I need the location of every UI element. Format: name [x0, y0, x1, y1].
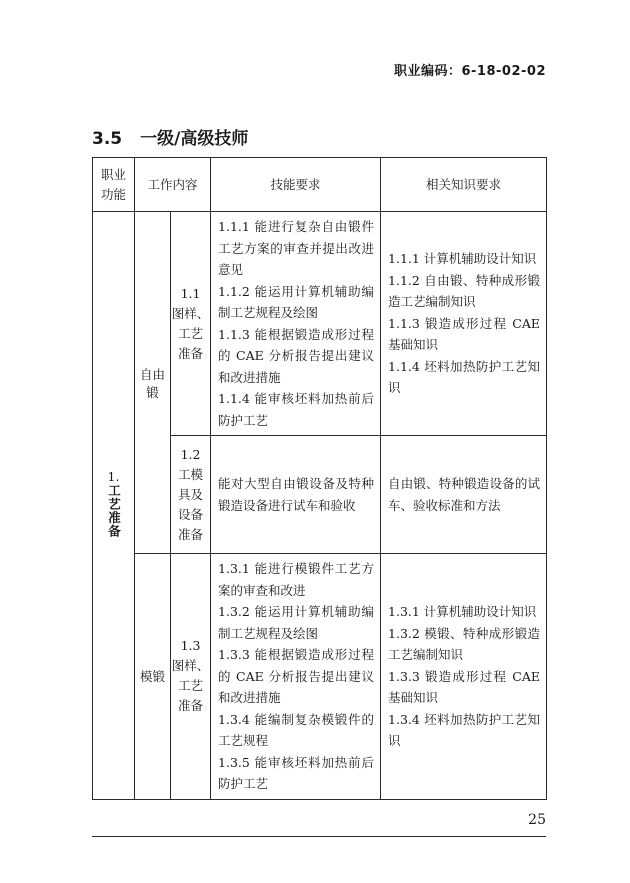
knowledge-item: 1.3.1 计算机辅助设计知识 — [388, 604, 537, 619]
knowledge-cell — [381, 554, 547, 800]
knowledge-item: 1.1.3 锻造成形过程 CAE 基础知识 — [388, 315, 541, 353]
page-number: 25 — [528, 812, 546, 828]
skill-item: 1.1.2 能运用计算机辅助编制工艺规程及绘图 — [218, 283, 375, 320]
function-text: 工艺准备 — [106, 484, 122, 539]
content-cell: 1.2 工模 具及 设备 准备 — [171, 436, 211, 554]
knowledge-cell — [381, 212, 547, 436]
knowledge-item: 1.3.2 模锻、特种成形锻造工艺编制知识 — [388, 625, 541, 662]
function-number: 1. — [107, 469, 120, 485]
skill-item: 1.3.4 能编制复杂模锻件的工艺规程 — [218, 711, 375, 748]
footer-rule — [92, 836, 546, 837]
section-title: 一级/高级技师 — [140, 129, 249, 149]
skill-item: 1.3.3 能根据锻造成形过程的 CAE 分析报告提出建议和改进措施 — [218, 647, 375, 705]
skill-item: 1.3.2 能运用计算机辅助编制工艺规程及绘图 — [218, 604, 375, 641]
section-number: 3.5 — [92, 129, 123, 149]
skill-item: 1.3.1 能进行模锻件工艺方案的审查和改进 — [218, 561, 375, 598]
skill-item: 1.1.3 能根据锻造成形过程的 CAE 分析报告提出建议和改进措施 — [218, 326, 375, 385]
knowledge-item: 1.3.4 坯料加热防护工艺知识 — [388, 711, 541, 748]
knowledge-item: 自由锻、特种锻造设备的试车、验收标准和方法 — [388, 476, 541, 513]
skills-cell — [211, 554, 381, 800]
table-header-row — [93, 158, 547, 212]
occupation-code: 职业编码：6-18-02-02 — [393, 64, 546, 79]
header-skills: 技能要求 — [211, 158, 381, 212]
skill-requirements-table — [92, 157, 547, 800]
skills-cell — [211, 212, 381, 436]
header-knowledge: 相关知识要求 — [381, 158, 547, 212]
table-row — [93, 554, 547, 800]
skill-item: 1.1.1 能进行复杂自由锻件工艺方案的审查并提出改进意见 — [218, 219, 375, 277]
knowledge-cell — [381, 436, 547, 554]
content-cell: 1.3 图样、 工艺 准备 — [171, 554, 211, 800]
skill-item: 1.3.5 能审核坯料加热前后防护工艺 — [218, 754, 375, 791]
skill-item: 能对大型自由锻设备及特种锻造设备进行试车和验收 — [218, 476, 375, 513]
knowledge-item: 1.3.3 锻造成形过程 CAE 基础知识 — [388, 668, 541, 705]
group-cell: 模锻 — [135, 554, 171, 800]
section-heading — [92, 124, 248, 149]
group-cell: 自由 锻 — [135, 212, 171, 554]
table-row — [93, 212, 547, 436]
skill-item: 1.1.4 能审核坯料加热前后防护工艺 — [218, 391, 375, 428]
content-cell: 1.1 图样、 工艺 准备 — [171, 212, 211, 436]
knowledge-item: 1.1.4 坯料加热防护工艺知识 — [388, 358, 541, 396]
header-function: 职业 功能 — [93, 158, 135, 212]
skills-cell — [211, 436, 381, 554]
header-content: 工作内容 — [135, 158, 211, 212]
knowledge-item: 1.1.2 自由锻、特种成形锻造工艺编制知识 — [388, 272, 541, 310]
knowledge-item: 1.1.1 计算机辅助设计知识 — [388, 251, 537, 267]
function-cell — [93, 212, 135, 800]
